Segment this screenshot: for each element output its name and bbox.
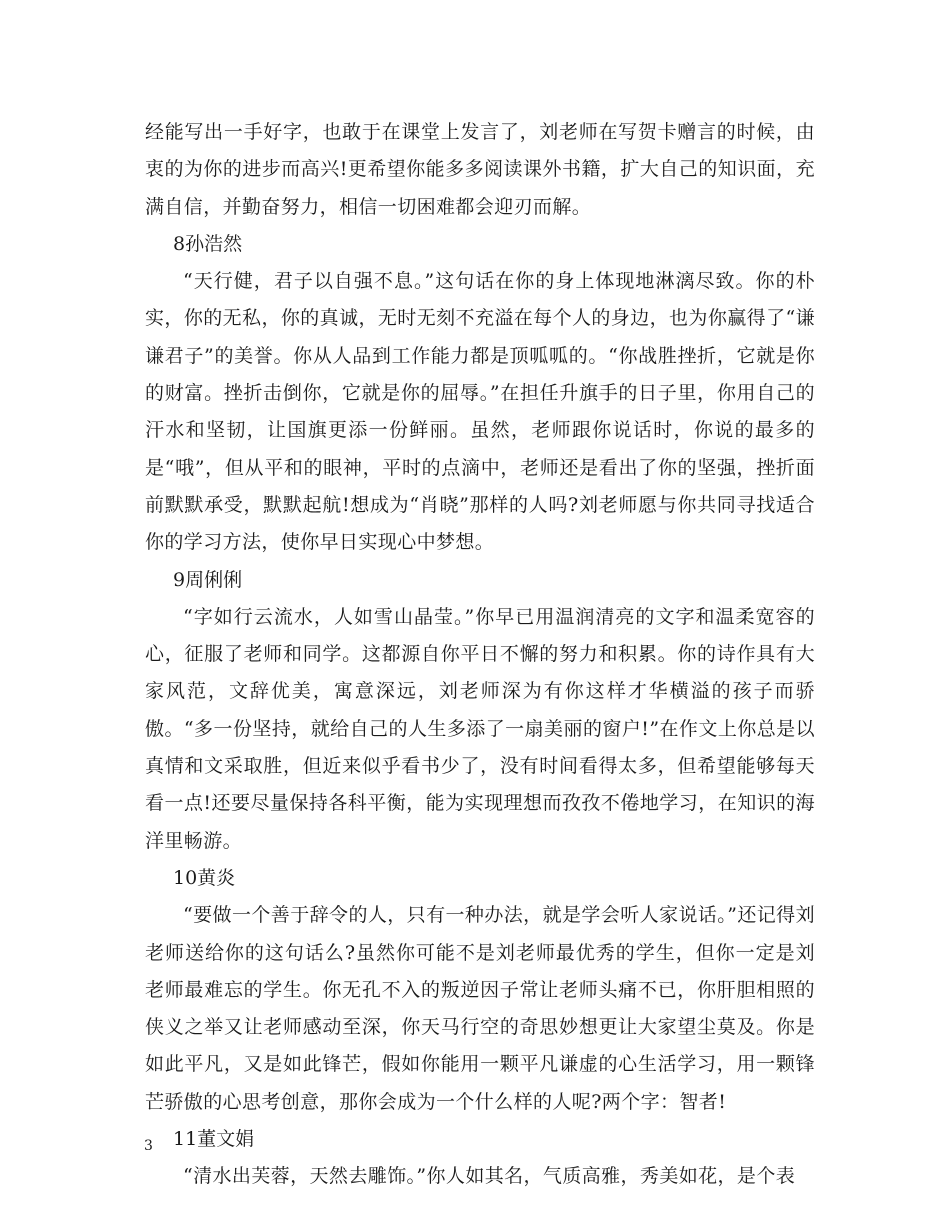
page-number: 3 [144, 1138, 153, 1154]
paragraph-zhou-lili: “字如行云流水，人如雪山晶莹。”你早已用温润清亮的文字和温柔宽容的心，征服了老师和同学。这都源自你平日不懈的努力和积累。你的诗作具有大家风范，文辞优美，寓意深远，刘老师深为有你这样才华横溢的孩子而骄傲。“多一份坚持，就给自己的人生多添了一扇美丽的窗户!”在作文上你总是以真情和文采取胜，但近来似乎看书少了，没有时间看得太多，但希望能够每天看一点!还要尽量保持各科平衡，能为实现理想而孜孜不倦地学习，在知识的海洋里畅游。 [145, 605, 815, 852]
paragraph-sun-haoran: “天行健，君子以自强不息。”这句话在你的身上体现地淋漓尽致。你的朴实，你的无私，你的真诚，无时无刻不充溢在每个人的身边，也为你赢得了“谦谦君子”的美誉。你从人品到工作能力都是顶呱呱的。“你战胜挫折，它就是你的财富。挫折击倒你，它就是你的屈辱。”在担任升旗手的日子里，你用自己的汗水和坚韧，让国旗更添一份鲜丽。虽然，老师跟你说话时，你说的最多的是“哦”，但从平和的眼神，平时的点滴中，老师还是看出了你的坚强，挫折面前默默承受，默默起航!想成为“肖晓”那样的人吗?刘老师愿与你共同寻找适合你的学习方法，使你早日实现心中梦想。 [145, 270, 815, 554]
entry-heading-huang-yan: 10黄炎 [173, 866, 236, 889]
paragraph-huang-yan: “要做一个善于辞令的人，只有一种办法，就是学会听人家说话。”还记得刘老师送给你的这句话么?虽然你可能不是刘老师最优秀的学生，但你一定是刘老师最难忘的学生。你无孔不入的叛逆因子常让老师头痛不已，你肝胆相照的侠义之举又让老师感动至深，你天马行空的奇思妙想更让大家望尘莫及。你是如此平凡，又是如此锋芒，假如你能用一颗平凡谦虚的心生活学习，用一颗锋芒骄傲的心思考创意，那你会成为一个什么样的人呢?两个字：智者! [145, 904, 815, 1113]
page-content [145, 114, 815, 1196]
entry-heading-dong-wenjuan: 11董文娟 [173, 1128, 255, 1151]
paragraph-dong-wenjuan: “清水出芙蓉，天然去雕饰。”你人如其名，气质高雅，秀美如花，是个表 [183, 1165, 796, 1188]
paragraph-continued: 经能写出一手好字，也敢于在课堂上发言了，刘老师在写贺卡赠言的时候，由衷的为你的进步而高兴!更希望你能多多阅读课外书籍，扩大自己的知识面，充满自信，并勤奋努力，相信一切困难都会迎刃而解。 [145, 121, 815, 218]
entry-heading-zhou-lili: 9周俐俐 [173, 568, 243, 591]
entry-heading-sun-haoran: 8孙浩然 [173, 232, 243, 255]
